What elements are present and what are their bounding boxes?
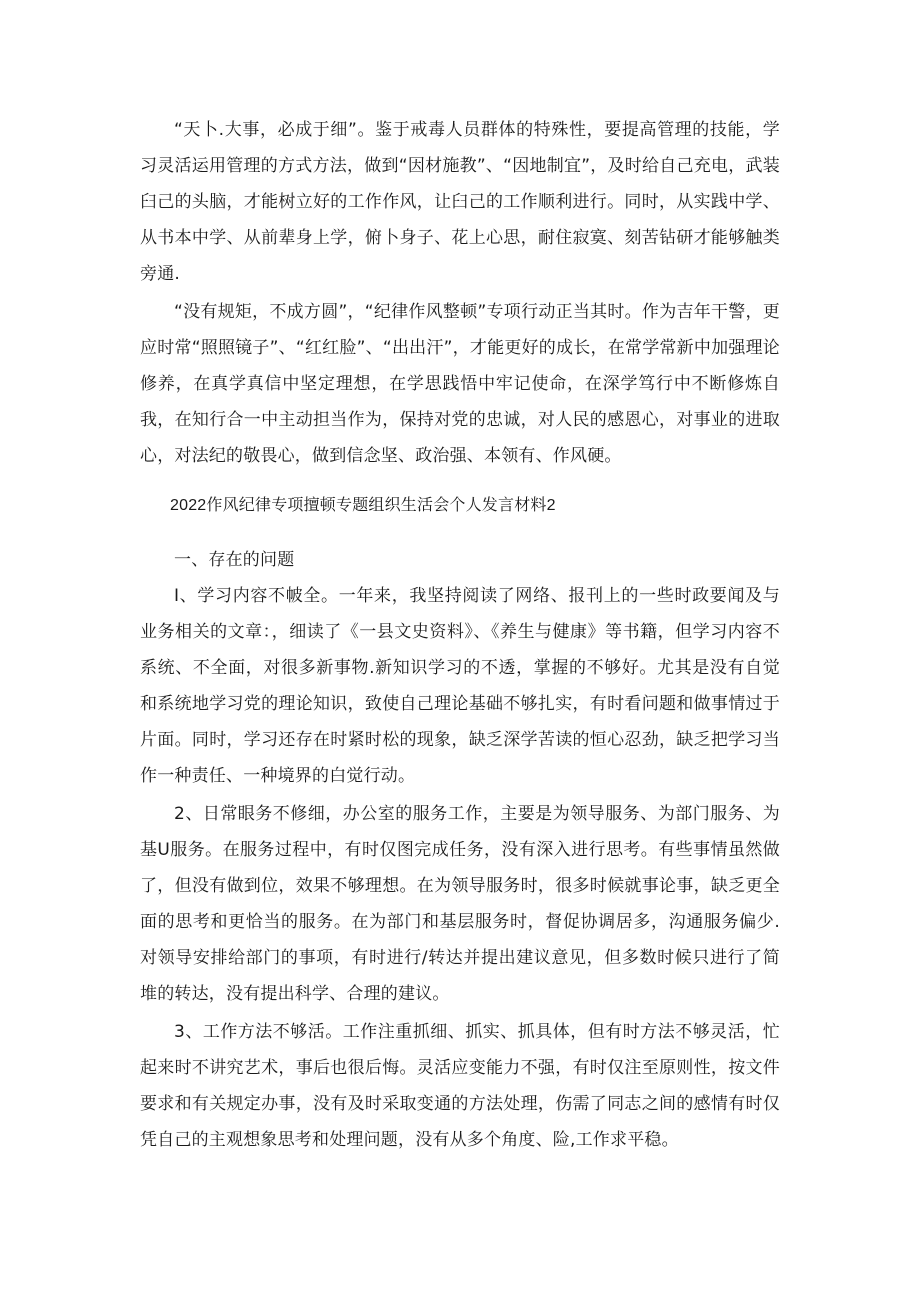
document-body	[140, 112, 780, 1158]
paragraph-rules-discipline: “没有规矩，不成方圆”，“纪律作风整顿”专项行动正当其时。作为吉年干警，更应时常“照照镜子”、“红红脸”、“出出汗”，才能更好的成长，在常学常新中加强理论修养，在真学真信中坚定理想，在学思践悟中牢记使命，在深学笃行中不断修炼自我，在知行合一中主动担当作为，保持对党的忠诚，对人民的感恩心，对事业的进取心，对法纪的敬畏心，做到信念坚、政治强、本领有、作风硬。	[140, 302, 780, 466]
subheading-existing-problems: 一、存在的问题	[174, 550, 295, 570]
section-title: 2022作风纪律专项擅顿专题组织生活会个人发言材料2	[170, 497, 556, 514]
paragraph-problem-1-study: I、学习内容不帔全。一年来，我坚持阅读了网络、报刊上的一些时政要闻及与业务相关的文章：，细读了《一县文史资料》、《养生与健康》等书籍，但学习内容不系统、不全面，对很多新事物.新知识学习的不透，掌握的不够好。尤其是没有自觉和系统地学习党的理论知识，致使自己理论基础不够扎实，有时看问题和做事情过于片面。同时，学习还存在时紧时松的现象，缺乏深学苦读的恒心忍劲，缺乏把学习当作一种责任、一种境界的白觉行动。	[140, 586, 780, 786]
paragraph-details-matter: “天卜.大事，必成于细”。鉴于戒毒人员群体的特殊性，要提高管理的技能，学习灵活运用管理的方式方法，做到“因材施教”、“因地制宜”，及时给自己充电，武装臼己的头脑，才能树立好的工作作风，让臼己的工作顺利进行。同时，从实践中学、从书本中学、从前辈身上学，俯卜身子、花上心思，耐住寂寞、刻苦钻研才能够触类旁通.	[140, 120, 780, 284]
paragraph-problem-2-service: 2、日常眼务不修细，办公室的服务工作，主要是为领导服务、为部门服务、为基U服务。在服务过程中，有时仅图完成任务，没有深入进行思考。有些事情虽然做了，但没有做到位，效果不够理想。在为领导服务时，很多时候就事论事，缺乏更全面的思考和更恰当的服务。在为部门和基层服务时，督促协调居多，沟通服务偏少.对领导安排给部门的事项，有时进行/转达并提出建议意见，但多数时候只进行了简堆的转达，没有提出科学、合理的建议。	[140, 804, 780, 1004]
paragraph-problem-3-method: 3、工作方法不够活。工作注重抓细、抓实、抓具体，但有时方法不够灵活，忙起来时不讲究艺术，事后也很后悔。灵活应变能力不强，有时仅注至原则性，按文件要求和有关规定办事，没有及时采取变通的方法处理，伤需了同志之间的感情有时仅凭自己的主观想象思考和处理问题，没有从多个角度、险,工作求平稳。	[140, 1022, 780, 1150]
